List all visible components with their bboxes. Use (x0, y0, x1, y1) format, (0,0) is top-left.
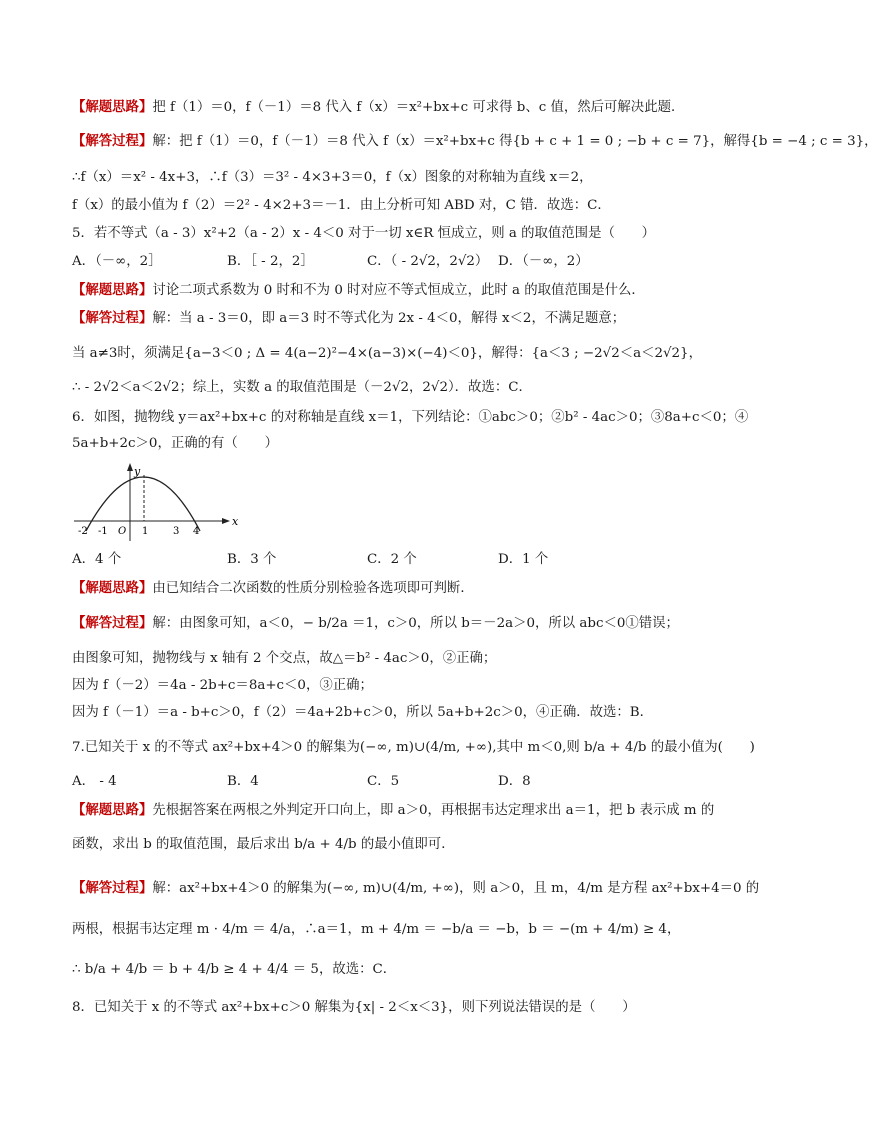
question-5: 5．若不等式（a - 3）x²+2（a - 2）x - 4＜0 对于一切 x∈R 恒成立，则 a 的取值范围是（ ） (72, 226, 656, 241)
question-7: 7.已知关于 x 的不等式 ax²+bx+4＞0 的解集为(−∞, m)∪(4/m, +∞),其中 m＜0,则 b/a + 4/b 的最小值为( ) (72, 740, 755, 755)
parabola-curve (86, 477, 200, 531)
q6-solution-step-2: 由图象可知，抛物线与 x 轴有 2 个交点，故△＝b² - 4ac＞0，②正确； (72, 651, 497, 666)
tick-label-4: 4 (193, 526, 200, 537)
origin-label: O (118, 526, 127, 537)
q5-solution-process: 【解答过程】解：当 a - 3＝0，即 a＝3 时不等式化为 2x - 4＜0，解得 x＜2，不满足题意； (72, 310, 626, 326)
q4-solution-conclusion: f（x）的最小值为 f（2）＝2² - 4×2+3＝－1．由上分析可知 ABD 对，C 错．故选：C． (72, 198, 611, 213)
question-6: 6．如图，抛物线 y＝ax²+bx+c 的对称轴是直线 x＝1，下列结论：①abc＞0；②b² - 4ac＞0；③8a+c＜0；④ (72, 410, 749, 425)
question-8: 8．已知关于 x 的不等式 ax²+bx+c＞0 解集为{x| - 2＜x＜3}，则下列说法错误的是（ ） (72, 1000, 636, 1015)
y-axis-arrow (127, 463, 133, 471)
q4-solution-idea: 【解题思路】把 f（1）＝0，f（－1）＝8 代入 f（x）＝x²+bx+c 可求得 b、c 值，然后可解决此题． (72, 99, 685, 115)
q6-option-b: B．3 个 (227, 552, 277, 567)
q5-option-c: C．（ - 2√2，2√2） (367, 254, 489, 269)
x-axis-label: x (232, 515, 239, 528)
q6-solution-idea: 【解题思路】由已知结合二次函数的性质分别检验各选项即可判断． (72, 580, 474, 596)
q6-option-d: D．1 个 (498, 552, 549, 567)
q6-option-a: A．4 个 (72, 552, 122, 567)
q5-solution-idea: 【解题思路】讨论二项式系数为 0 时和不为 0 时对应不等式恒成立，此时 a 的取值范围是什么． (72, 282, 645, 298)
q6-solution-step-3: 因为 f（－2）＝4a - 2b+c＝8a+c＜0，③正确； (72, 678, 373, 693)
y-axis-label: y (134, 465, 141, 478)
q5-option-a: A．（－∞，2］ (72, 254, 162, 269)
q5-solution-step: 当 a≠3时，须满足{a−3＜0 ; Δ = 4(a−2)²−4×(a−3)×(−4)＜0}，解得：{a＜3 ; −2√2＜a＜2√2}， (72, 346, 702, 361)
tick-label-neg2: -2 (78, 526, 88, 537)
q7-solution-idea-cont: 函数，求出 b 的取值范围，最后求出 b/a + 4/b 的最小值即可． (72, 837, 455, 852)
q7-solution-idea: 【解题思路】先根据答案在两根之外判定开口向上，即 a＞0，再根据韦达定理求出 a＝1，把 b 表示成 m 的 (72, 802, 715, 818)
q6-options (72, 550, 672, 570)
q4-solution-process: 【解答过程】解：把 f（1）＝0，f（－1）＝8 代入 f（x）＝x²+bx+c 得{b + c + 1 = 0 ; −b + c = 7}，解得{b = −4 ; c = 3}， (72, 133, 878, 149)
q5-options (72, 252, 672, 272)
q7-option-a: A． - 4 (72, 774, 117, 789)
q7-option-c: C．5 (367, 774, 400, 789)
q7-options (72, 772, 672, 792)
q7-option-d: D．8 (498, 774, 531, 789)
q6-option-c: C．2 个 (367, 552, 417, 567)
tick-label-3: 3 (173, 526, 180, 537)
q5-option-d: D．（－∞，2） (498, 254, 589, 269)
q7-option-b: B．4 (227, 774, 259, 789)
q4-solution-step: ∴f（x）＝x² - 4x+3，∴f（3）＝3² - 4×3+3＝0，f（x）图象的对称轴为直线 x＝2， (72, 170, 593, 185)
x-axis-arrow (222, 518, 230, 524)
q5-option-b: B．［ - 2，2］ (227, 254, 314, 269)
tick-label-neg1: -1 (98, 526, 108, 537)
q5-solution-conclusion: ∴ - 2√2＜a＜2√2；综上，实数 a 的取值范围是（－2√2，2√2）．故选：C． (72, 380, 532, 395)
parabola-graph (72, 463, 242, 543)
question-6-cont: 5a+b+2c＞0，正确的有（ ） (72, 436, 278, 451)
tick-label-1: 1 (142, 526, 149, 537)
q7-solution-conclusion: ∴ b/a + 4/b ＝ b + 4/b ≥ 4 + 4/4 ＝ 5，故选：C． (72, 962, 397, 977)
q6-solution-conclusion: 因为 f（－1）＝a - b+c＞0，f（2）＝4a+2b+c＞0，所以 5a+b+2c＞0，④正确．故选：B． (72, 705, 654, 720)
q7-solution-step: 两根，根据韦达定理 m · 4/m ＝ 4/a，∴a＝1，m + 4/m ＝ −b/a ＝ −b，b ＝ −(m + 4/m) ≥ 4， (72, 922, 681, 937)
q6-solution-process: 【解答过程】解：由图象可知，a＜0，− b/2a ＝1，c＞0，所以 b＝－2a＞0，所以 abc＜0①错误； (72, 615, 679, 631)
q7-solution-process: 【解答过程】解：ax²+bx+4＞0 的解集为(−∞, m)∪(4/m, +∞)，则 a＞0，且 m，4/m 是方程 ax²+bx+4＝0 的 (72, 880, 760, 896)
